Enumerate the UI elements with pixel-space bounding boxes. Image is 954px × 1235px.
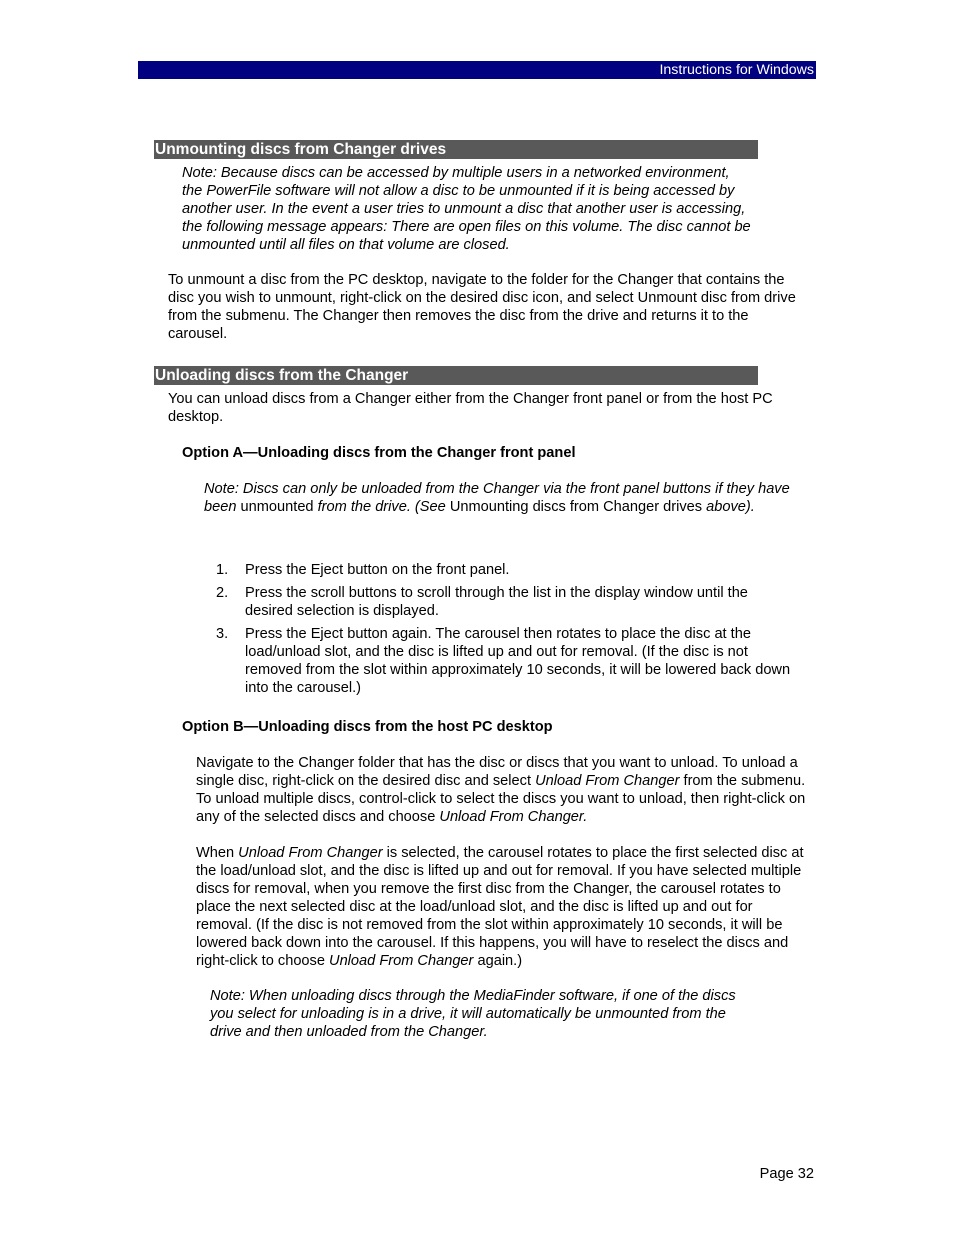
- option-a-title: Option A—Unloading discs from the Changer front panel: [182, 445, 576, 461]
- option-b-title: Option B—Unloading discs from the host PC desktop: [182, 719, 553, 735]
- option-b-paragraph-2: When Unload From Changer is selected, the carousel rotates to place the first selected disc at the load/unload slot, and the disc is lifted up and out for removal. If you have selected multiple discs for removal, when you remove the first disc from the Changer, the carousel rotates to place the next selected disc at the load/unload slot, and the disc is lifted up and out for removal. (If the disc is not removed from the slot within approximately 10 seconds, it will be lowered back down into the carousel. If this happens, you will have to reselect the discs and right-click to choose Unload From Changer again.): [196, 845, 804, 969]
- unmount-instructions: To unmount a disc from the PC desktop, navigate to the folder for the Changer that contains the disc you wish to unmount, right-click on the desired disc icon, and select Unmount disc from drive from the submenu. The Changer then removes the disc from the drive and returns it to the carousel.: [168, 272, 796, 342]
- step-item: 3. Press the Eject button again. The carousel then rotates to place the disc at the load/unload slot, and the disc is lifted up and out for removal. (If the disc is not removed from the slot within approximately 10 seconds, it will be lowered back down into the carousel.): [216, 626, 791, 696]
- running-header: [138, 61, 816, 79]
- step-item: 2. Press the scroll buttons to scroll through the list in the display window until the desired selection is displayed.: [216, 585, 748, 619]
- page-number: Page 32: [759, 1166, 814, 1182]
- option-b-paragraph-1: Navigate to the Changer folder that has the disc or discs that you want to unload. To unload a single disc, right-click on the desired disc and select Unload From Changer from the submenu. To unload multiple discs, control-click to select the discs you want to unload, then right-click on any of the selected discs and choose Unload From Changer.: [196, 755, 806, 825]
- section-heading-unloading: Unloading discs from the Changer: [154, 366, 758, 385]
- option-a-note: Note: Discs can only be unloaded from the Changer via the front panel buttons if they have been unmounted from the drive. (See Unmounting discs from Changer drives above).: [204, 481, 790, 515]
- option-b-note: Note: When unloading discs through the MediaFinder software, if one of the discs you select for unloading is in a drive, it will automatically be unmounted from the drive and then unloaded from the Changer.: [210, 988, 736, 1040]
- step-item: 1. Press the Eject button on the front panel.: [216, 562, 510, 578]
- unmount-note: Note: Because discs can be accessed by multiple users in a networked environment, the PowerFile software will not allow a disc to be unmounted if it is being accessed by another user. In the event a user tries to unmount a disc that another user is accessing, the following message appears: There are open files on this volume. The disc cannot be unmounted until all files on that volume are closed.: [182, 165, 751, 253]
- unloading-intro: You can unload discs from a Changer either from the Changer front panel or from the host PC desktop.: [168, 391, 773, 425]
- section-heading-unmounting: Unmounting discs from Changer drives: [154, 140, 758, 159]
- option-a-steps: [216, 561, 796, 702]
- running-header-title: Instructions for Windows: [659, 62, 814, 78]
